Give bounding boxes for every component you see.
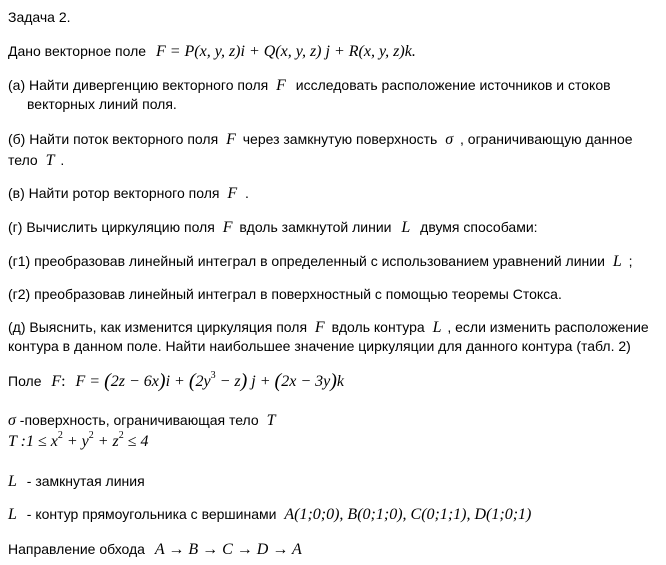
item-g1-semicolon: ;: [628, 253, 633, 269]
item-b-text-3: , ограничивающую данное: [460, 131, 633, 147]
item-d-text-2: вдоль контура: [331, 319, 425, 335]
item-v-text: (в) Найти ротор векторного поля: [8, 185, 220, 201]
item-g1-line: [8, 252, 633, 271]
field-line: [8, 369, 344, 392]
item-b-symbol-t: T: [45, 152, 55, 169]
item-b-symbol-sigma: σ: [445, 131, 454, 148]
item-g1-symbol: L: [612, 253, 622, 270]
item-d-line1: [8, 318, 649, 337]
direction-line: [8, 540, 302, 559]
item-a-line1: [8, 76, 611, 95]
closed-line-text: - замкнутая линия: [26, 473, 145, 489]
surface-line: [8, 411, 275, 430]
item-b-line1: [8, 130, 633, 149]
item-b-text: (б) Найти поток векторного поля: [8, 131, 219, 147]
intro-text: Дано векторное поле: [8, 43, 147, 59]
item-a-symbol: F: [276, 77, 286, 94]
item-d-symbol-f: F: [314, 319, 325, 336]
body-definition: [8, 429, 149, 451]
item-b-symbol-f: F: [226, 131, 236, 148]
contour-text: - контур прямоугольника с вершинами: [26, 506, 277, 522]
surface-text: -поверхность, ограничивающая тело: [19, 412, 259, 428]
item-a-line2: векторных линий поля.: [27, 96, 177, 112]
item-b-line2: [8, 151, 64, 170]
item-d-symbol-l: L: [432, 319, 442, 336]
item-g-symbol-f: F: [222, 219, 233, 236]
item-a-text-2: исследовать расположение источников и стоков: [295, 77, 611, 93]
item-b-text-2: через замкнутую поверхность: [242, 131, 438, 147]
item-b-text-4: тело: [8, 152, 38, 168]
field-symbol: F: [51, 373, 62, 390]
item-d-text-3: , если изменить расположение: [447, 319, 649, 335]
item-g-text-2: вдоль замкнутой линии: [239, 219, 392, 235]
item-g-text: (г) Вычислить циркуляцию поля: [8, 219, 215, 235]
item-g2-line: (г2) преобразовав линейный интеграл в поверхностный с помощью теоремы Стокса.: [8, 286, 562, 302]
closed-line-symbol: L: [8, 473, 17, 490]
closed-line-def: [8, 472, 145, 491]
intro-line: [8, 42, 416, 61]
direction-path: A → B → C → D → A: [154, 541, 302, 558]
surface-symbol-t: T: [266, 412, 276, 429]
contour-line: [8, 505, 531, 524]
field-colon: :: [61, 373, 66, 390]
direction-text: Направление обхода: [8, 541, 145, 557]
item-g-text-3: двумя способами:: [420, 219, 538, 235]
item-g1-text: (г1) преобразовав линейный интеграл в определенный с использованием уравнений линии: [8, 253, 605, 269]
item-g-symbol-l: L: [401, 219, 411, 236]
intro-formula: F = P(x, y, z)i + Q(x, y, z) j + R(x, y, z)k.: [155, 43, 416, 60]
item-v-symbol: F: [227, 185, 238, 202]
item-b-period: .: [60, 152, 65, 168]
item-g-line: [8, 218, 538, 237]
item-d-line2: контура в данном поле. Найти наибольшее значение циркуляции для данного контура (табл. 2): [8, 338, 631, 354]
task-title: Задача 2.: [8, 9, 71, 25]
contour-symbol: L: [8, 506, 17, 523]
field-formula: $F = (2z - 6x)i + (2y^3 - z) j + (2x - 3y)k$: [75, 369, 344, 392]
contour-vertices: A(1;0;0), B(0;1;0), C(0;1;1), D(1;0;1): [284, 506, 532, 523]
body-formula: T :1 ≤ $x^2 + y^2 + z^2 \le 4$: [8, 429, 149, 450]
field-label: Поле: [8, 373, 42, 389]
item-d-text: (д) Выяснить, как изменится циркуляция поля: [8, 319, 308, 335]
surface-symbol: σ: [8, 412, 16, 429]
item-v-period: .: [245, 185, 249, 201]
item-a-text: (а) Найти дивергенцию векторного поля: [8, 77, 269, 93]
item-v-line: [8, 184, 249, 203]
